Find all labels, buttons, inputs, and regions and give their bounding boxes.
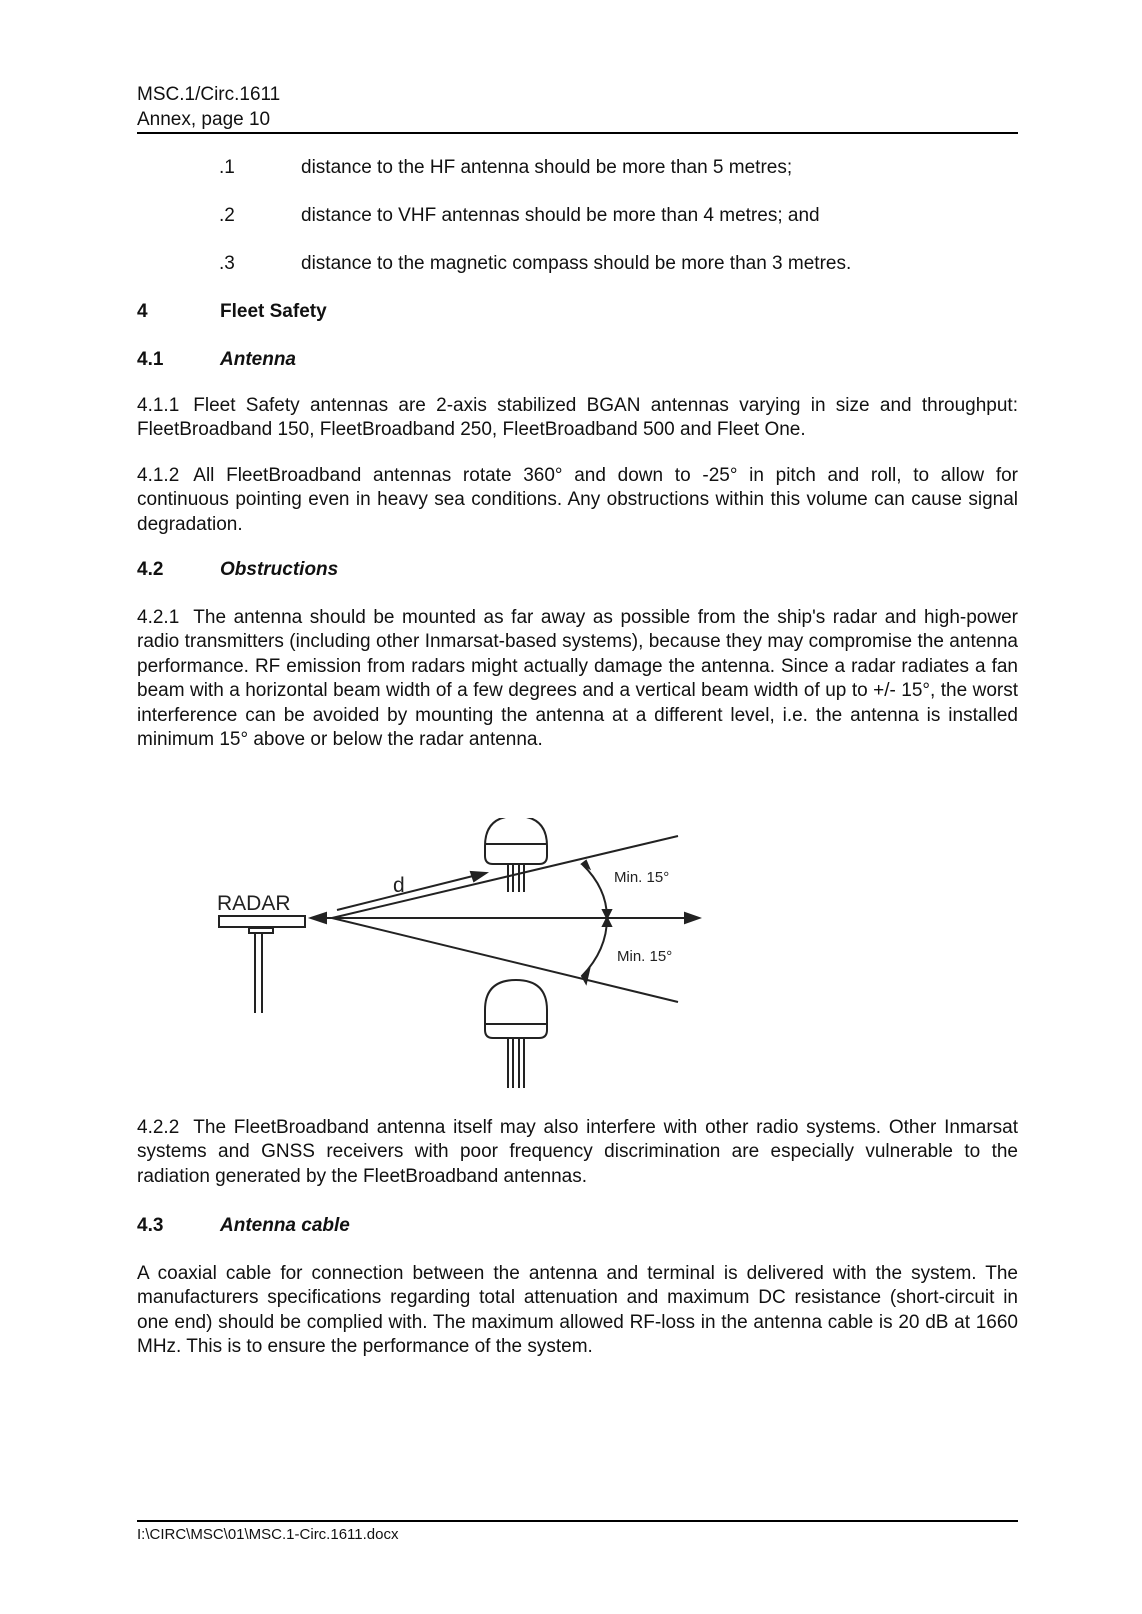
footer-file-path: I:\CIRC\MSC\01\MSC.1-Circ.1611.docx bbox=[137, 1526, 399, 1543]
section-title: Antenna cable bbox=[220, 1215, 350, 1236]
page-header bbox=[137, 82, 280, 132]
list-item-number: .2 bbox=[219, 205, 235, 226]
lower-antenna-icon bbox=[485, 980, 547, 1088]
upper-antenna-icon bbox=[485, 818, 547, 892]
section-title: Fleet Safety bbox=[220, 301, 327, 322]
angle-upper-label: Min. 15° bbox=[614, 869, 670, 886]
list-item-text: distance to VHF antennas should be more than 4 metres; and bbox=[301, 205, 820, 226]
distance-label: d bbox=[393, 874, 405, 897]
footer-rule bbox=[137, 1520, 1018, 1522]
distance-arrow bbox=[337, 872, 486, 910]
section-number: 4.3 bbox=[137, 1215, 164, 1236]
radar-label: RADAR bbox=[217, 892, 291, 915]
section-number: 4.2 bbox=[137, 559, 164, 580]
doc-reference: MSC.1/Circ.1611 bbox=[137, 84, 281, 105]
paragraph-text: All FleetBroadband antennas rotate 360° and down to -25° in pitch and roll, to allow for continuous pointing even in heavy sea conditions. Any obstructions within this volume can cause signal degradation. bbox=[137, 465, 1018, 535]
section-title: Antenna bbox=[220, 349, 296, 370]
radar-antenna-diagram bbox=[205, 818, 745, 1128]
paragraph-4-2-1 bbox=[137, 606, 1018, 752]
angle-lower-label: Min. 15° bbox=[617, 948, 673, 965]
list-item-text: distance to the magnetic compass should be more than 3 metres. bbox=[301, 253, 852, 274]
section-title: Obstructions bbox=[220, 559, 339, 580]
paragraph-number: 4.1.2 bbox=[137, 465, 180, 486]
section-number: 4.1 bbox=[137, 349, 164, 370]
header-rule bbox=[137, 132, 1018, 134]
paragraph-4-1-1 bbox=[137, 394, 1018, 443]
paragraph-text: A coaxial cable for connection between the antenna and terminal is delivered with the system. The manufacturers specifications regarding total attenuation and maximum DC resistance (short-circuit in one end) should be complied with. The maximum allowed RF-loss in the antenna cable is 20 dB at 1660 MHz. This is to ensure the performance of the system. bbox=[137, 1263, 1018, 1358]
paragraph-text: The antenna should be mounted as far away as possible from the ship's radar and high-power radio transmitters (including other Inmarsat-based systems), because they may compromise the antenna performance. RF emission from radars might actually damage the antenna. Since a radar radiates a fan beam with a horizontal beam width of a few degrees and a vertical beam width of up to +/- 15°, the worst interference can be avoided by mounting the antenna at a different level, i.e. the antenna is installed minimum 15° above or below the radar antenna. bbox=[137, 607, 1018, 751]
paragraph-text: The FleetBroadband antenna itself may also interfere with other radio systems. Other Inmarsat systems and GNSS receivers with poor frequency discrimination are especially vulnerable to the radiation generated by the FleetBroadband antennas. bbox=[137, 1117, 1018, 1187]
paragraph-4-3 bbox=[137, 1262, 1018, 1360]
section-number: 4 bbox=[137, 301, 148, 322]
paragraph-text: Fleet Safety antennas are 2-axis stabilized BGAN antennas varying in size and throughput: FleetBroadband 150, FleetBroadband 250, FleetBroadband 500 and Fleet One. bbox=[137, 395, 1018, 441]
paragraph-number: 4.1.1 bbox=[137, 395, 180, 416]
list-item-number: .1 bbox=[219, 157, 235, 178]
radar-icon bbox=[219, 916, 305, 1013]
paragraph-4-1-2 bbox=[137, 464, 1018, 537]
paragraph-number: 4.2.2 bbox=[137, 1117, 180, 1138]
list-item-text: distance to the HF antenna should be more than 5 metres; bbox=[301, 157, 793, 178]
paragraph-4-2-2 bbox=[137, 1116, 1018, 1189]
page-label: Annex, page 10 bbox=[137, 109, 271, 130]
list-item-number: .3 bbox=[219, 253, 235, 274]
paragraph-number: 4.2.1 bbox=[137, 607, 180, 628]
angle-arcs bbox=[582, 861, 611, 983]
